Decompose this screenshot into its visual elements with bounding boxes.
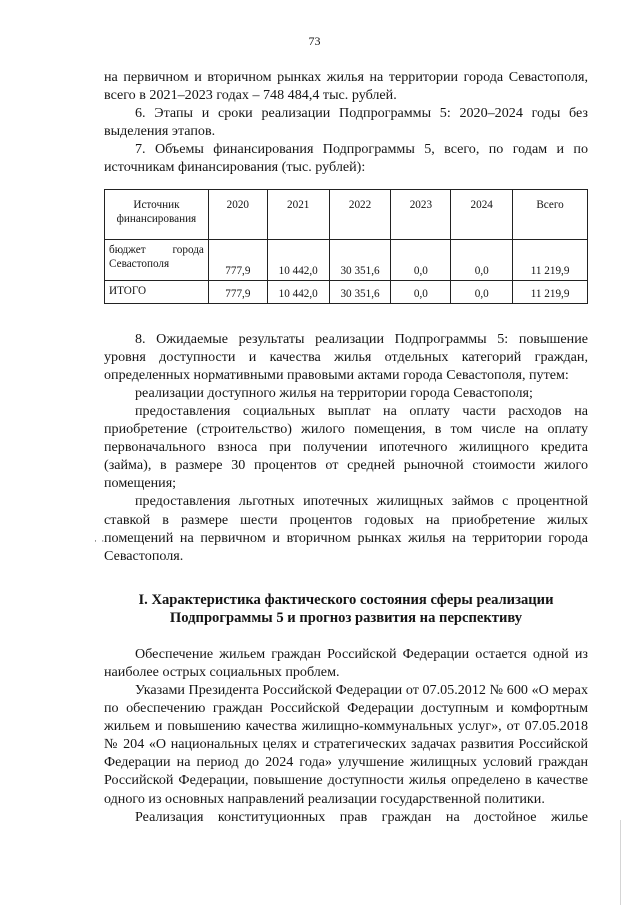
paragraph-constitutional-rights: Реализация конституционных прав граждан на достойное жилье bbox=[135, 808, 588, 825]
cell-value: 10 442,0 bbox=[267, 239, 329, 280]
paragraph-mortgage-loans: предоставления льготных ипотечных жилищных займов с процентной ставкой в размере шести процентов годовых на приобретение жилых помещений на первичном и вторичном рынках жилья на территории города Севастополя. bbox=[104, 493, 588, 564]
paragraph-results: 8. Ожидаемые результаты реализации Подпрограммы 5: повышение уровня доступности и качества жилья отдельных категорий граждан, определенных нормативными правовыми актами города Севастополя, путем: bbox=[104, 330, 588, 383]
paragraph-decrees: Указами Президента Российской Федерации от 07.05.2012 № 600 «О мерах по обеспечению граждан Российской Федерации доступным и комфортным жильем и повышению качества жилищно-коммунальных услуг», от 07.05.2018 № 204 «О национальных целях и стратегических задачах развития Российской Федерации на период до 2024 года» улучшение жилищных условий граждан Российской Федерации, повышение доступности жилья определено в качестве одного из основных направлений реализации государственной политики. bbox=[104, 681, 588, 807]
cell-value: 30 351,6 bbox=[329, 239, 391, 280]
header-2023: 2023 bbox=[391, 189, 451, 239]
expected-results bbox=[104, 330, 588, 565]
cell-value: 0,0 bbox=[391, 280, 451, 303]
paragraph-stages: 6. Этапы и сроки реализации Подпрограммы 5: 2020–2024 годы без выделения этапов. bbox=[104, 105, 588, 140]
header-2022: 2022 bbox=[329, 189, 391, 239]
header-2021: 2021 bbox=[267, 189, 329, 239]
paragraph-continuation: на первичном и вторичном рынках жилья на территории города Севастополя, всего в 2021–2023 годах – 748 484,4 тыс. рублей. bbox=[104, 69, 588, 104]
margin-mark: · · bbox=[94, 536, 106, 546]
paragraph-affordable-housing: реализации доступного жилья на территории города Севастополя; bbox=[135, 384, 533, 401]
financing-table bbox=[104, 189, 588, 304]
cell-source: бюджет города Севастополя bbox=[105, 239, 209, 280]
cell-value: 11 219,9 bbox=[513, 280, 588, 303]
table-row bbox=[105, 280, 588, 303]
cell-value: 0,0 bbox=[391, 239, 451, 280]
cell-value: 10 442,0 bbox=[267, 280, 329, 303]
paragraph-financing: 7. Объемы финансирования Подпрограммы 5, всего, по годам и по источникам финансирования (тыс. рублей): bbox=[104, 141, 588, 176]
scan-edge-line bbox=[620, 820, 621, 905]
cell-value: 0,0 bbox=[451, 280, 513, 303]
paragraph-housing-problem: Обеспечение жильем граждан Российской Федерации остается одной из наиболее острых социальных проблем. bbox=[104, 645, 588, 680]
header-source: Источник финансирования bbox=[105, 189, 209, 239]
paragraph-social-payments: предоставления социальных выплат на оплату части расходов на приобретение (строительство) жилого помещения, в том числе на оплату первоначального взноса при получении ипотечного жилищного кредита (займа), в размере 30 процентов от средней рыночной стоимости жилого помещения; bbox=[104, 402, 588, 492]
section-heading-line: I. Характеристика фактического состояния сферы реализации bbox=[138, 591, 554, 608]
section-heading-line: Подпрограммы 5 и прогноз развития на перспективу bbox=[169, 610, 523, 627]
table-header-row bbox=[105, 189, 588, 239]
cell-value: 11 219,9 bbox=[513, 239, 588, 280]
header-total: Всего bbox=[513, 189, 588, 239]
cell-value: 30 351,6 bbox=[329, 280, 391, 303]
cell-value: 0,0 bbox=[451, 239, 513, 280]
header-2024: 2024 bbox=[451, 189, 513, 239]
section-heading bbox=[104, 591, 588, 628]
header-2020: 2020 bbox=[208, 189, 267, 239]
cell-value: 777,9 bbox=[208, 239, 267, 280]
table-row bbox=[105, 239, 588, 280]
cell-source: ИТОГО bbox=[105, 280, 209, 303]
document-body bbox=[104, 68, 588, 826]
page-number: 73 bbox=[308, 34, 321, 48]
cell-value: 777,9 bbox=[208, 280, 267, 303]
